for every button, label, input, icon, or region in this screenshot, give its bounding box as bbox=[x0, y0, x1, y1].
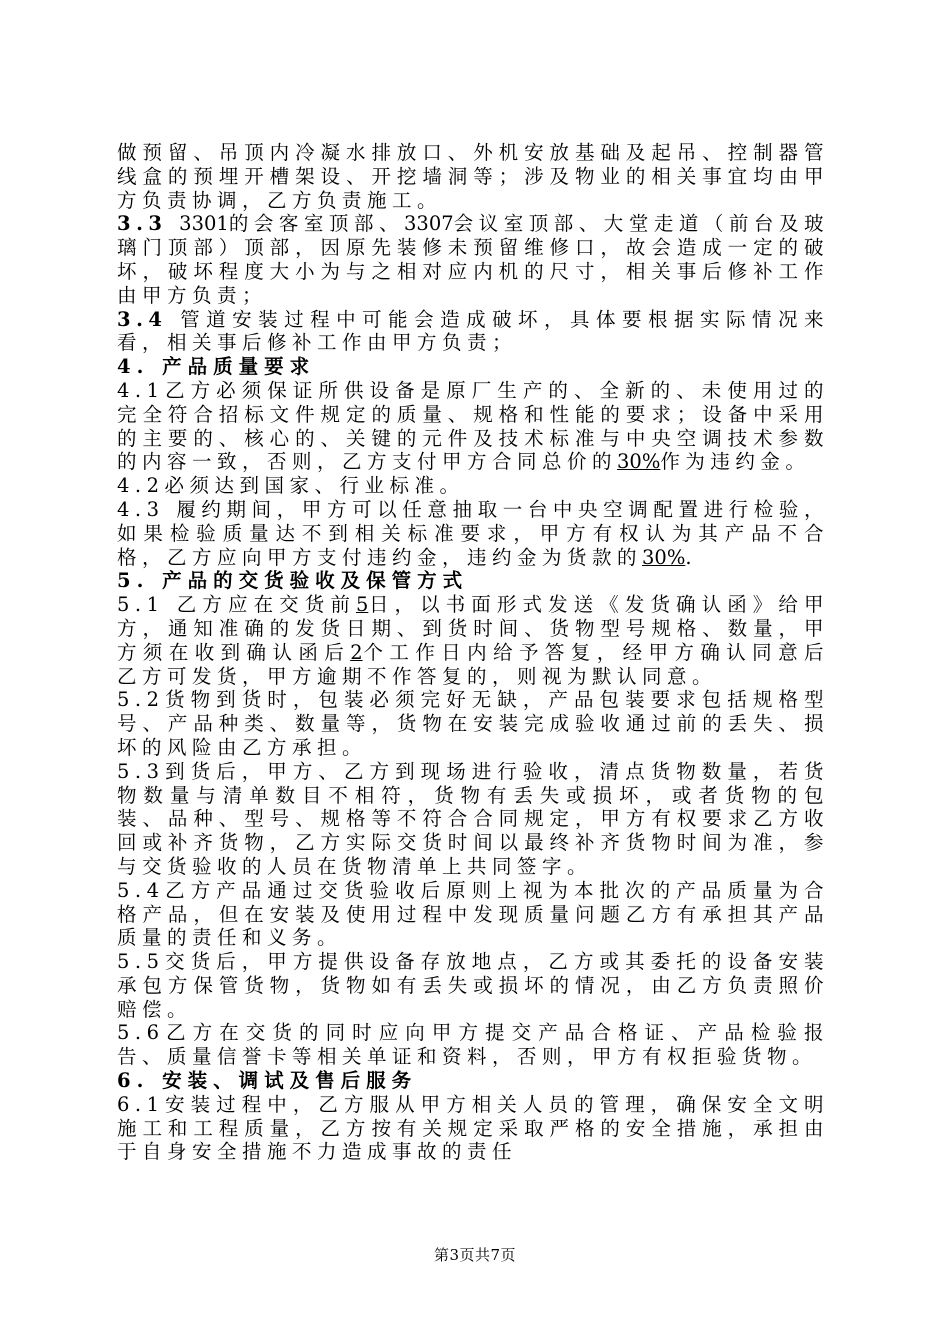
page-footer: 第3页共7页 bbox=[433, 1246, 517, 1264]
paragraph-continuation: 做预留、吊顶内冷凝水排放口、外机安放基础及起吊、控制器管线盒的预埋开槽架设、开挖墙洞等；涉及物业的相关事宜均由甲方负责协调，乙方负责施工。 bbox=[117, 141, 829, 212]
clause-5-4: 5.4乙方产品通过交货验收后原则上视为本批次的产品质量为合格产品，但在安装及使用过程中发现质量问题乙方有承担其产品质量的责任和义务。 bbox=[117, 878, 829, 950]
days-value: 2 bbox=[350, 640, 363, 664]
penalty-rate: 30% bbox=[617, 450, 661, 474]
section-heading-5: 5. 产品的交货验收及保管方式 bbox=[117, 569, 469, 593]
clause-5-3: 5.3到货后，甲方、乙方到现场进行验收，清点货物数量，若货物数量与清单数目不相符，货物有丢失或损坏，或者货物的包装、品种、型号、规格等不符合合同规定，甲方有权要求乙方收回或补齐货物，乙方实际交货时间以最终补齐货物时间为准，参与交货验收的人员在货物清单上共同签字。 bbox=[117, 759, 829, 878]
clause-4-2: 4.2必须达到国家、行业标准。 bbox=[117, 474, 465, 498]
clause-number: 3.4 bbox=[117, 307, 168, 331]
clause-4-3: 4.3 履约期间，甲方可以任意抽取一台中央空调配置进行检验，如果检验质量达不到相关标准要求，甲方有权认为其产品不合格，乙方应向甲方支付违约金，违约金为货款的30%. bbox=[117, 497, 829, 569]
clause-3-3: 3.3 3301的会客室顶部、3307会议室顶部、大堂走道（前台及玻璃门顶部）顶部，因原先装修未预留维修口，故会造成一定的破坏，破坏程度大小为与之相对应内机的尺寸，相关事后修补工作由甲方负责； bbox=[117, 212, 829, 307]
days-value: 5 bbox=[355, 593, 369, 617]
clause-number: 3.3 bbox=[117, 212, 168, 236]
clause-5-1: 5.1 乙方应在交货前5日，以书面形式发送《发货确认函》给甲方，通知准确的发货日期、到货时间、货物型号规格、数量，甲方须在收到确认函后2个工作日内给予答复，经甲方确认同意后乙方可发货，甲方逾期不作答复的，则视为默认同意。 bbox=[117, 593, 829, 688]
clause-6-1: 6.1安装过程中，乙方服从甲方相关人员的管理，确保安全文明施工和工程质量，乙方按有关规定采取严格的安全措施，承担由于自身安全措施不力造成事故的责任 bbox=[117, 1092, 829, 1164]
clause-5-2: 5.2货物到货时，包装必须完好无缺，产品包装要求包括规格型号、产品种类、数量等，货物在安装完成验收通过前的丢失、损坏的风险由乙方承担。 bbox=[117, 688, 829, 759]
room-number: 3301 bbox=[179, 212, 229, 236]
clause-3-4: 3.4 管道安装过程中可能会造成破坏，具体要根据实际情况来看，相关事后修补工作由甲方负责； bbox=[117, 307, 829, 355]
section-heading-4: 4. 产品质量要求 bbox=[117, 355, 316, 379]
clause-5-6: 5.6乙方在交货的同时应向甲方提交产品合格证、产品检验报告、质量信誉卡等相关单证和资料，否则，甲方有权拒验货物。 bbox=[117, 1021, 829, 1069]
section-heading-6: 6. 安装、调试及售后服务 bbox=[117, 1069, 418, 1093]
penalty-rate: 30% bbox=[642, 545, 686, 569]
contract-body bbox=[117, 141, 829, 1164]
clause-4-1: 4.1乙方必须保证所供设备是原厂生产的、全新的、未使用过的完全符合招标文件规定的质量、规格和性能的要求；设备中采用的主要的、核心的、关键的元件及技术标准与中央空调技术参数的内容一致，否则，乙方支付甲方合同总价的30%作为违约金。 bbox=[117, 378, 829, 474]
clause-5-5: 5.5交货后，甲方提供设备存放地点，乙方或其委托的设备安装承包方保管货物，货物如有丢失或损坏的情况，由乙方负责照价赔偿。 bbox=[117, 950, 829, 1021]
room-number: 3307 bbox=[404, 212, 454, 236]
